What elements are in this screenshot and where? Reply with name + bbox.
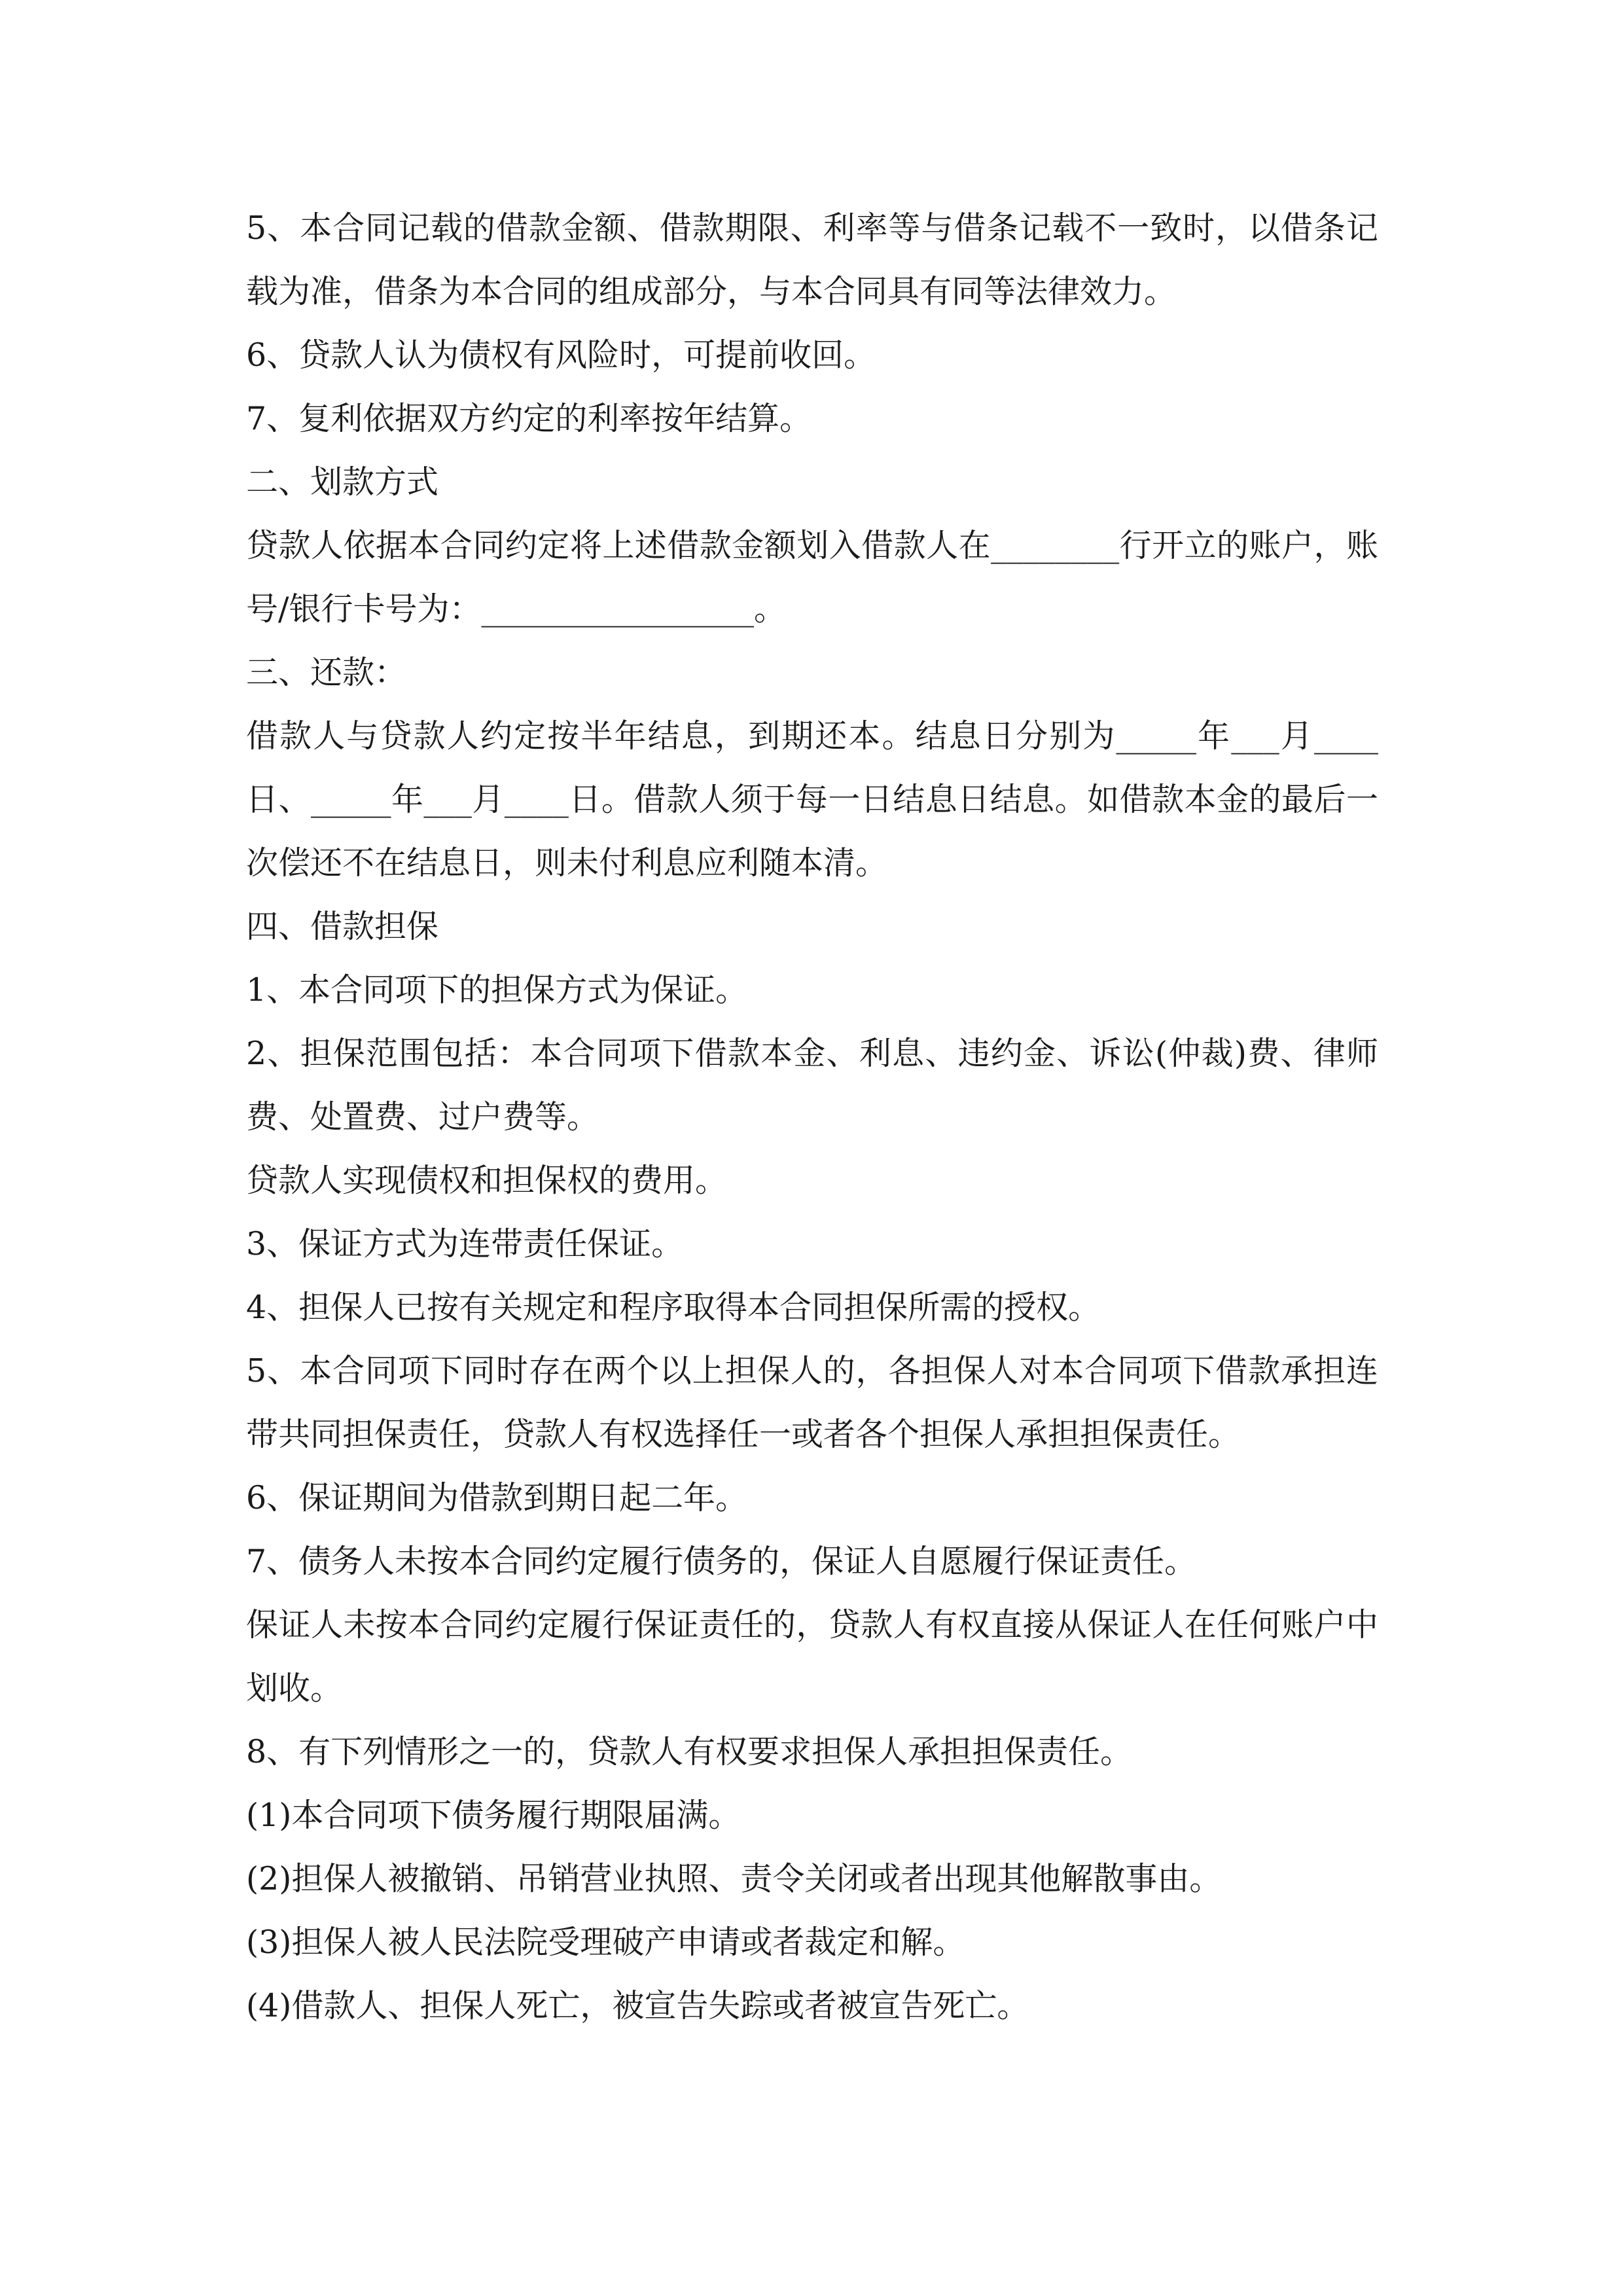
paragraph: 借款人与贷款人约定按半年结息，到期还本。结息日分别为_____年___月____日、_____年___月____日。借款人须于每一日结息日结息。如借款本金的最后一次偿还不在结息日，则未付利息应利随本清。 [246,717,1378,882]
paragraph: 4、担保人已按有关规定和程序取得本合同担保所需的授权。 [246,1289,1101,1326]
paragraph: 5、本合同记载的借款金额、借款期限、利率等与借条记载不一致时，以借条记载为准，借条为本合同的组成部分，与本合同具有同等法律效力。 [246,209,1378,310]
section-heading: 四、借款担保 [246,908,439,945]
paragraph: 7、债务人未按本合同约定履行债务的，保证人自愿履行保证责任。 [246,1543,1197,1580]
list-item: (4)借款人、担保人死亡，被宣告失踪或者被宣告死亡。 [246,1987,1029,2024]
paragraph: 7、复利依据双方约定的利率按年结算。 [246,400,812,437]
paragraph: 贷款人实现债权和担保权的费用。 [246,1162,728,1199]
paragraph: 贷款人依据本合同约定将上述借款金额划入借款人在________行开立的账户，账号/银行卡号为：_________________。 [246,527,1378,628]
paragraph: 3、保证方式为连带责任保证。 [246,1225,684,1263]
paragraph: 保证人未按本合同约定履行保证责任的，贷款人有权直接从保证人在任何账户中划收。 [246,1606,1378,1707]
paragraph: 2、担保范围包括：本合同项下借款本金、利息、违约金、诉讼(仲裁)费、律师费、处置费、过户费等。 [246,1035,1378,1136]
list-item: (3)担保人被人民法院受理破产申请或者裁定和解。 [246,1924,965,1961]
paragraph: 5、本合同项下同时存在两个以上担保人的，各担保人对本合同项下借款承担连带共同担保责任，贷款人有权选择任一或者各个担保人承担担保责任。 [246,1352,1378,1453]
list-item: (1)本合同项下债务履行期限届满。 [246,1797,741,1834]
section-heading: 二、划款方式 [246,463,439,501]
paragraph: 1、本合同项下的担保方式为保证。 [246,971,748,1009]
section-heading: 三、还款： [246,654,407,691]
document-page [246,196,1378,2037]
paragraph: 8、有下列情形之一的，贷款人有权要求担保人承担担保责任。 [246,1733,1133,1770]
paragraph: 6、保证期间为借款到期日起二年。 [246,1479,748,1516]
paragraph: 6、贷款人认为债权有风险时，可提前收回。 [246,336,876,374]
list-item: (2)担保人被撤销、吊销营业执照、责令关闭或者出现其他解散事由。 [246,1860,1222,1897]
